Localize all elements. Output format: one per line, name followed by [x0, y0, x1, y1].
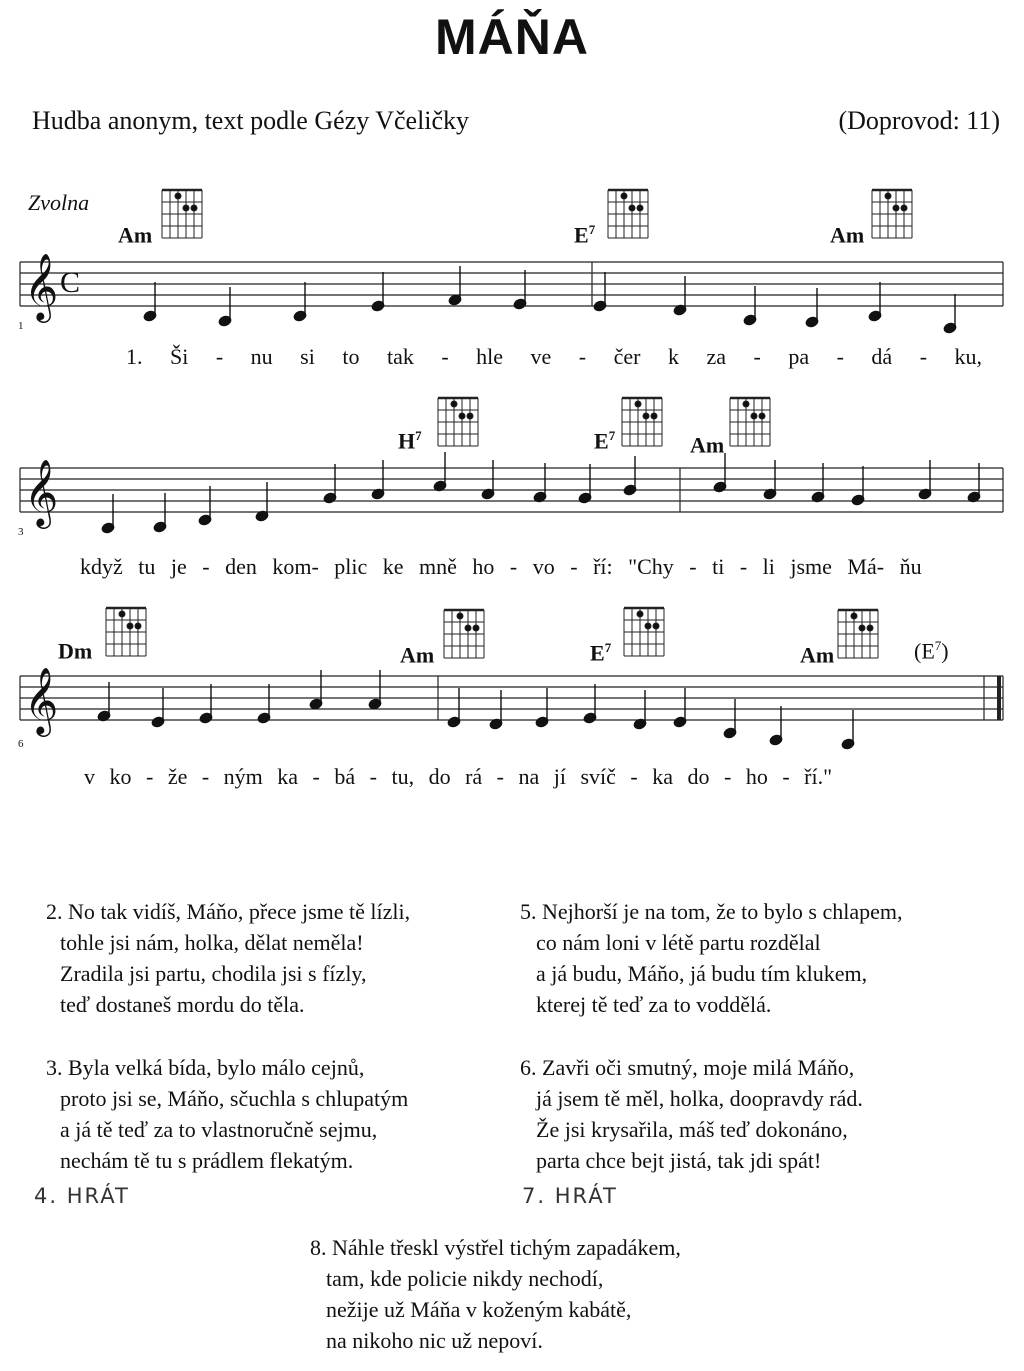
time-signature: C — [60, 266, 81, 299]
diagram-dot — [459, 413, 465, 419]
diagram-dot — [893, 205, 899, 211]
chord-am: Am — [830, 222, 865, 248]
diagram-dot — [127, 623, 133, 629]
staff — [20, 252, 1003, 323]
lyrics-line-3: v ko - že - ným ka - bá - tu, do rá - na jí svíč - ka do - ho - ří." — [84, 764, 833, 789]
chord-am: Am — [400, 642, 435, 668]
diagram-dot — [751, 413, 757, 419]
verse-6: 6. Zavři oči smutný, moje milá Máňo, já jsem tě měl, holka, doopravdy rád. Že jsi krysařila, máš teď dokonáno, parta chce bejt jistá, tak jdi spát! — [520, 1055, 863, 1173]
diagram-dot — [743, 401, 749, 407]
tempo-marking: Zvolna — [28, 190, 90, 215]
chord-am: Am — [118, 222, 153, 248]
chord-am: Am — [690, 432, 725, 458]
measure-number-1: 1 — [18, 320, 24, 332]
chord-diagram — [444, 610, 484, 658]
diagram-dot — [467, 413, 473, 419]
diagram-dot — [175, 193, 181, 199]
diagram-dot — [637, 205, 643, 211]
verse-8: 8. Náhle třeskl výstřel tichým zapadákem, tam, kde policie nikdy nechodí, nežije už Máňa v koženým kabátě, na nikoho nic už nepoví. — [310, 1235, 681, 1353]
diagram-dot — [637, 611, 643, 617]
chord-diagram — [106, 608, 146, 656]
chord-am: Am — [800, 642, 835, 668]
diagram-dot — [859, 625, 865, 631]
diagram-dot — [183, 205, 189, 211]
measure-number-3: 3 — [18, 526, 24, 538]
handwritten-note-4: 4. HRÁT — [34, 1184, 130, 1208]
diagram-dot — [465, 625, 471, 631]
diagram-dot — [885, 193, 891, 199]
staff — [20, 458, 1003, 529]
treble-clef: 𝄞 — [24, 252, 59, 320]
diagram-dot — [135, 623, 141, 629]
chord-h7: $H^7$ — [398, 428, 422, 454]
diagram-dot — [643, 413, 649, 419]
diagram-dot — [457, 613, 463, 619]
chord-diagram — [622, 398, 662, 446]
chord-e7: $E^7$ — [594, 428, 616, 454]
chord-e7: $E^7$ — [574, 222, 596, 248]
chord-diagram — [438, 398, 478, 446]
chord-diagram — [608, 190, 648, 238]
song-credits: Hudba anonym, text podle Gézy Včeličky — [32, 106, 470, 135]
diagram-dot — [645, 623, 651, 629]
diagram-dot — [901, 205, 907, 211]
verse-3: 3. Byla velká bída, bylo málo cejnů, proto jsi se, Máňo, sčuchla s chlupatým a já tě teď za to vlastnoručně sejmu, nechám tě tu s prádlem flekatým. — [46, 1055, 409, 1173]
diagram-dot — [473, 625, 479, 631]
treble-clef: 𝄞 — [24, 458, 59, 526]
chord-e7-optional: $(E^7)$ — [914, 638, 949, 664]
chord-e7: $E^7$ — [590, 640, 612, 666]
verse-2: 2. No tak vidíš, Máňo, přece jsme tě lízli, tohle jsi nám, holka, dělat neměla! Zradila jsi partu, chodila jsi s fízly, teď dostaneš mordu do těla. — [46, 899, 411, 1017]
diagram-dot — [119, 611, 125, 617]
diagram-dot — [651, 413, 657, 419]
verse-5: 5. Nejhorší je na tom, že to bylo s chlapem, co nám loni v létě partu rozdělal a já budu, Máňo, já budu tím klukem, kterej tě teď za to voddělá. — [520, 899, 903, 1017]
diagram-dot — [621, 193, 627, 199]
diagram-dot — [451, 401, 457, 407]
chord-diagram — [872, 190, 912, 238]
treble-clef: 𝄞 — [24, 666, 59, 734]
chord-diagram — [162, 190, 202, 238]
chord-diagram — [730, 398, 770, 446]
diagram-dot — [191, 205, 197, 211]
lyrics-line-1: 1. Ši - nu si to tak - hle ve - čer k za - pa - dá - ku, — [126, 344, 983, 369]
song-title: MÁŇA — [435, 9, 589, 65]
chord-dm: Dm — [58, 638, 93, 664]
chord-diagram — [838, 610, 878, 658]
chord-diagram — [624, 608, 664, 656]
handwritten-note-7: 7. HRÁT — [522, 1184, 618, 1208]
diagram-dot — [653, 623, 659, 629]
lyrics-line-2: když tu je - den kom- plic ke mně ho - vo - ří: "Chy - ti - li jsme Má- ňu — [80, 554, 922, 579]
accompaniment-note: (Doprovod: 11) — [838, 106, 1000, 135]
staff — [20, 666, 1003, 737]
diagram-dot — [851, 613, 857, 619]
diagram-dot — [629, 205, 635, 211]
measure-number-6: 6 — [18, 738, 24, 750]
diagram-dot — [635, 401, 641, 407]
diagram-dot — [867, 625, 873, 631]
diagram-dot — [759, 413, 765, 419]
